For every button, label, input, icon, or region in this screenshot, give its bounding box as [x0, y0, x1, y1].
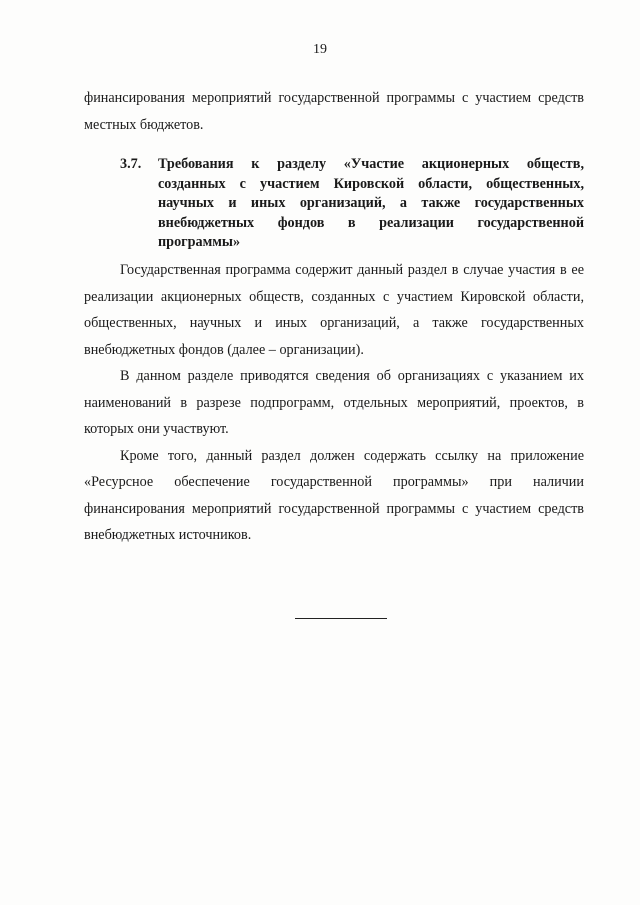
body-paragraph-2: В данном разделе приводятся сведения об организациях с указанием их наименований в разрезе подпрограмм, отдельных мероприятий, проектов, в которых они участвуют. [84, 368, 584, 437]
continuation-paragraph: финансирования мероприятий государственной программы с участием средств местных бюджетов. [84, 90, 584, 133]
body-paragraph-3: Кроме того, данный раздел должен содержать ссылку на приложение «Ресурсное обеспечение государственной программы» при наличии финансирования мероприятий государственной программы с участием средств внебюджетных источников. [84, 447, 584, 543]
section-heading [120, 155, 584, 253]
end-of-document-rule [295, 618, 387, 619]
body-paragraph-1: Государственная программа содержит данный раздел в случае участия в ее реализации акционерных обществ, созданных с участием Кировской области, общественных, научных и иных организаций, а также государственных внебюджетных фондов (далее – организации). [84, 262, 584, 358]
continuation-paragraph-block [84, 85, 584, 138]
section-body [84, 257, 584, 549]
section-number: 3.7. [120, 156, 142, 172]
section-title: Требования к разделу «Участие акционерных обществ, созданных с участием Кировской области, общественных, научных и иных организаций, а также государственных внебюджетных фондов в реализации государственной программы» [158, 156, 584, 250]
page-number: 19 [313, 42, 327, 57]
